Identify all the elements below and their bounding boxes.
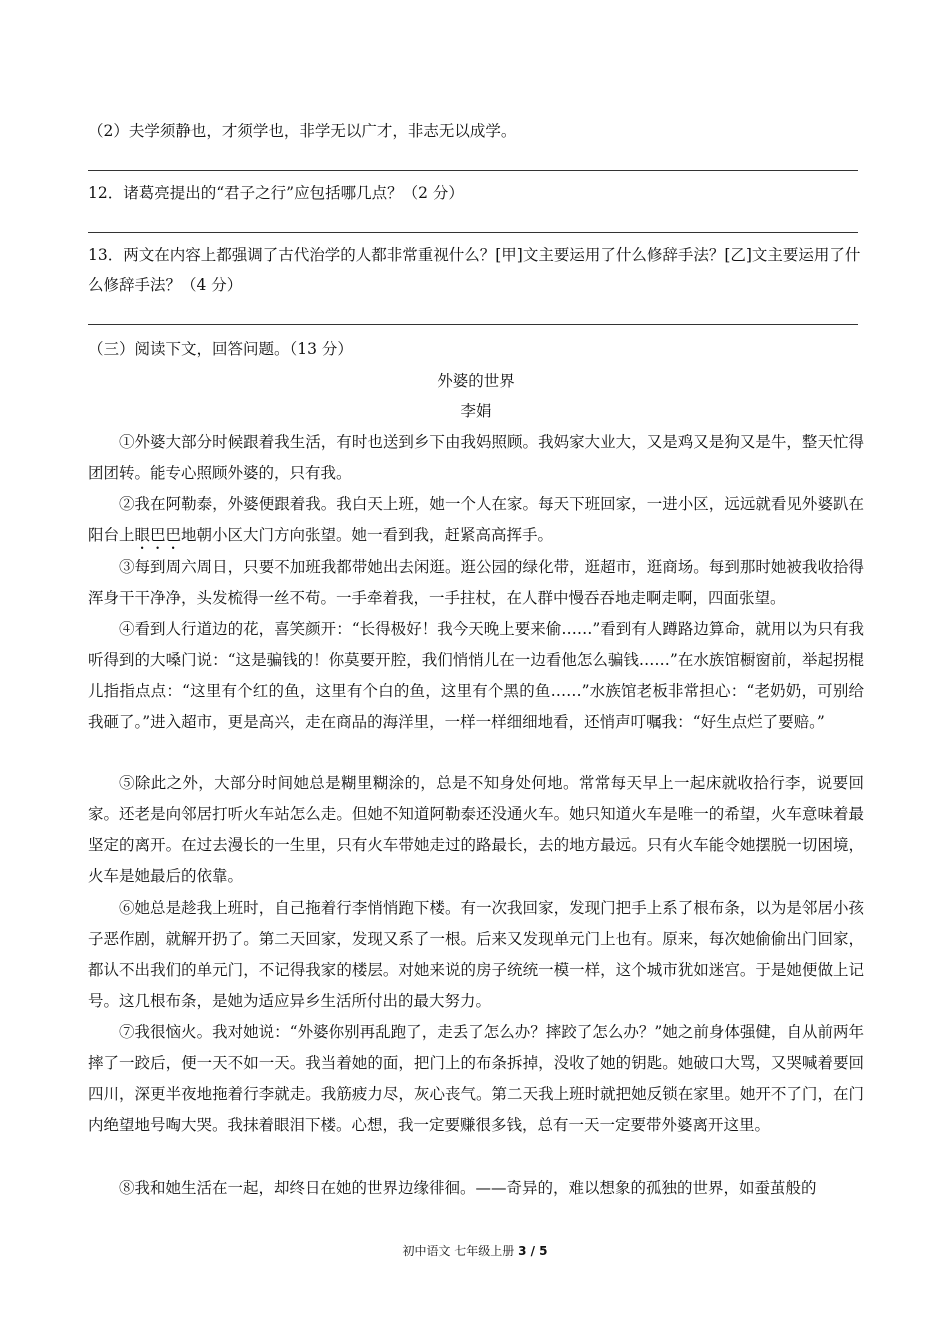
paragraph-5: ⑤除此之外，大部分时间她总是糊里糊涂的，总是不知身处何地。常常每天早上一起床就收拾行李，说要回家。还老是向邻居打听火车站怎么走。但她不知道阿勒泰还没通火车。她只知道火车是唯一的希望，火车意味着最坚定的离开。在过去漫长的一生里，只有火车带她走过的路最长，去的地方最远。只有火车能令她摆脱一切困境，火车是她最后的依靠。 <box>88 774 864 885</box>
answer-line <box>88 170 858 171</box>
paragraph-8: ⑧我和她生活在一起，却终日在她的世界边缘徘徊。——奇异的，难以想象的孤独的世界，如蚕茧般的 <box>119 1179 817 1197</box>
section-3-heading: （三）阅读下文，回答问题。（13 分） <box>88 340 353 358</box>
paragraph-6: ⑥她总是趁我上班时，自己拖着行李悄悄跑下楼。有一次我回家，发现门把手上系了根布条，以为是邻居小孩子恶作剧，就解开扔了。第二天回家，发现又系了一根。后来又发现单元门上也有。原来，每次她偷偷出门回家，都认不出我们的单元门，不记得我家的楼层。对她来说的房子统统一模一样，这个城市犹如迷宫。于是她便做上记号。这几根布条，是她为适应异乡生活所付出的最大努力。 <box>88 899 864 1010</box>
paragraph-3: ③每到周六周日，只要不加班我都带她出去闲逛。逛公园的绿化带，逛超市，逛商场。每到那时她被我收拾得浑身干干净净，头发梳得一丝不苟。一手牵着我，一手拄杖，在人群中慢吞吞地走啊走啊，四面张望。 <box>88 558 864 607</box>
paragraph-2-text-b: 地朝小区大门方向张望。她一看到我，赶紧高高挥手。 <box>181 526 554 544</box>
answer-line <box>88 232 858 233</box>
passage-author: 李娟 <box>460 402 492 420</box>
question-12: 12．诸葛亮提出的“君子之行”应包括哪几点？（2 分） <box>88 184 464 202</box>
emphasized-word: 眼巴巴 <box>134 526 182 544</box>
paragraph-1: ①外婆大部分时候跟着我生活，有时也送到乡下由我妈照顾。我妈家大业大，又是鸡又是狗又是牛，整天忙得团团转。能专心照顾外婆的，只有我。 <box>88 433 864 482</box>
paragraph-4: ④看到人行道边的花，喜笑颜开：“长得极好！我今天晚上要来偷……”看到有人蹲路边算命，就用以为只有我听得到的大嗓门说：“这是骗钱的！你莫要开腔，我们悄悄儿在一边看他怎么骗钱……”在水族馆橱窗前，举起拐棍儿指指点点：“这里有个红的鱼，这里有个白的鱼，这里有个黑的鱼……”水族馆老板非常担心：“老奶奶，可别给我砸了。”进入超市，更是高兴，走在商品的海洋里，一样一样细细地看，还悄声叮嘱我：“好生点烂了要赔。” <box>88 620 864 731</box>
footer-label: 初中语文 七年级上册 <box>402 1244 519 1258</box>
answer-line <box>88 324 858 325</box>
paragraph-2 <box>88 489 864 553</box>
question-11-part-2: （2）夫学须静也，才须学也，非学无以广才，非志无以成学。 <box>88 122 517 140</box>
paragraph-2-text-a: ②我在阿勒泰，外婆便跟着我。我白天上班，她一个人在家。每天下班回家，一进小区，远远就看见外婆趴在阳台上 <box>88 495 864 544</box>
question-13: 13．两文在内容上都强调了古代治学的人都非常重视什么？[甲]文主要运用了什么修辞手法？[乙]文主要运用了什么修辞手法？（4 分） <box>88 246 861 294</box>
page-number: 3 / 5 <box>518 1244 548 1258</box>
page-footer <box>0 1242 950 1259</box>
paragraph-7: ⑦我很恼火。我对她说：“外婆你别再乱跑了，走丢了怎么办？摔跤了怎么办？”她之前身体强健，自从前两年摔了一跤后，便一天不如一天。我当着她的面，把门上的布条拆掉，没收了她的钥匙。她破口大骂，又哭喊着要回四川，深更半夜地拖着行李就走。我筋疲力尽，灰心丧气。第二天我上班时就把她反锁在家里。她开不了门，在门内绝望地号啕大哭。我抹着眼泪下楼。心想，我一定要赚很多钱，总有一天一定要带外婆离开这里。 <box>88 1023 864 1134</box>
passage-title: 外婆的世界 <box>437 372 515 390</box>
